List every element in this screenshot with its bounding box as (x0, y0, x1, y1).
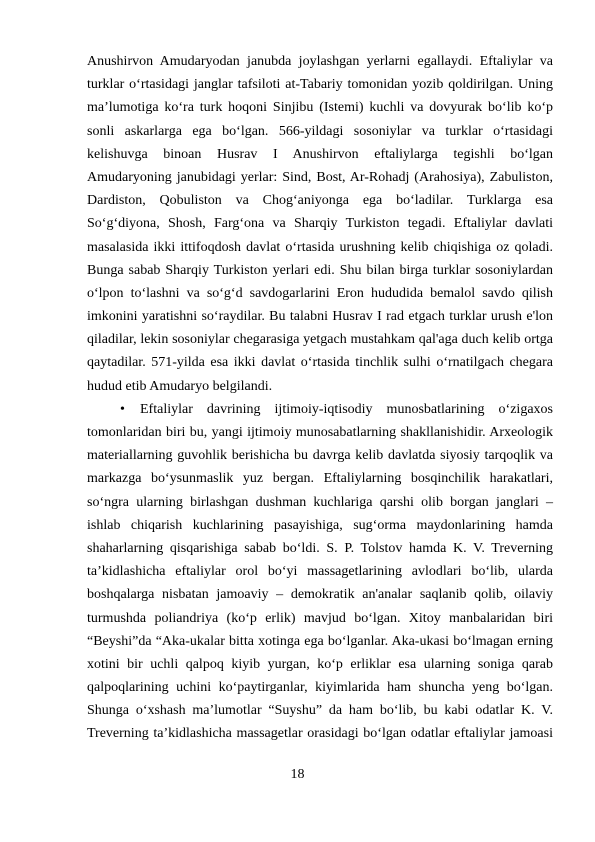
text-line: hudud etib Amudaryo belgilandi. (87, 378, 273, 394)
text-line: So‘g‘diyona, Shosh, Farg‘ona va Sharqiy Turkiston tegadi. Eftaliylar davlati (87, 216, 553, 232)
text-line: qalpoqlarining uchini ko‘paytirganlar, kiyimlarida ham shuncha yeng bo‘lgan. (87, 680, 553, 696)
bullet-line (87, 398, 553, 421)
text-line: materiallarning guvohlik berishicha bu davrga kelib davlatda siyosiy tarqoqlik va (87, 448, 553, 464)
text-line: markazga bo‘ysunmaslik yuz bergan. Eftaliylarning bosqinchilik harakatlari, (87, 471, 553, 487)
page-body (87, 50, 553, 746)
text-line: ta’kidlashicha eftaliylar orol bo‘yi massagetlarining avlodlari bo‘lib, ularda (87, 564, 553, 580)
text-line: ishlab chiqarish kuchlarining pasayishiga, sug‘orma maydonlarining hamda (87, 517, 553, 533)
text-line: so‘ngra ularning birlashgan dushman kuchlariga qarshi olib borgan janglari – (87, 494, 553, 510)
text-line: qaytadilar. 571-yilda esa ikki davlat o‘rtasida tinchlik sulhi o‘rnatilgach chegara (87, 355, 553, 371)
text-line: Amudaryoning janubidagi yerlar: Sind, Bost, Ar-Rohadj (Arahosiya), Zabuliston, (87, 169, 553, 185)
text-line: tomonlaridan biri bu, yangi ijtimoiy munosabatlarning shakllanishidir. Arxeologik (87, 425, 553, 440)
text-line: kelishuvga binoan Husrav I Anushirvon eftaliylarga tegishli bo‘lgan (87, 146, 553, 162)
text-line: Dardiston, Qobuliston va Chog‘aniyonga ega bo‘ladilar. Turklarga esa (87, 193, 553, 209)
page-number: 18 (290, 767, 305, 782)
text-line: boshqalarga nisbatan jamoaviy – demokratik an'analar saqlanib qolib, oilaviy (87, 587, 553, 603)
text-line: “Beyshi”da “Aka-ukalar bitta xotinga ega bo‘lganlar. Aka-ukasi bo‘lmagan erning (87, 633, 553, 649)
text-line: sonli askarlarga ega bo‘lgan. 566-yildagi sosoniylar va turklar o‘rtasidagi (87, 123, 553, 139)
text-line: Treverning ta’kidlashicha massagetlar orasidagi bo‘lgan odatlar eftaliylar jamoasi (87, 726, 553, 742)
text-line: imkonini yaratishni so‘raydilar. Bu talabni Husrav I rad etgach turklar urush e'lon (87, 309, 553, 325)
text-line: Shunga o‘xshash ma’lumotlar “Suyshu” da ham bo‘lib, bu kabi odatlar K. V. (87, 703, 553, 719)
text-line: qiladilar, lekin sosoniylar chegarasiga yetgach mustahkam qal'aga duch kelib ortga (87, 332, 553, 348)
paragraph-1 (87, 50, 553, 398)
text-line: Bunga sabab Sharqiy Turkiston yerlari edi. Shu bilan birga turklar sosoniylardan (87, 262, 553, 278)
paragraph-2 (87, 398, 553, 746)
text-line: masalasida ikki ittifoqdosh davlat o‘rtasida urushning kelib chiqishiga oz qoladi. (87, 239, 553, 255)
text-line: Anushirvon Amudaryodan janubda joylashgan yerlarni egallaydi. Eftaliylar va (87, 54, 553, 69)
text-line: ma’lumotiga ko‘ra turk hoqoni Sinjibu (Istemi) kuchli va dovyurak bo‘lib ko‘p (87, 100, 553, 116)
text-line: o‘lpon to‘lashni va so‘g‘d savdogarlarini Eron hududida bemalol savdo qilish (87, 285, 553, 301)
text-line: turklar o‘rtasidagi janglar tafsiloti at-Tabariy tomonidan yozib qoldirilgan. Uning (87, 77, 553, 93)
text-line: shaharlarning qisqarishiga sabab bo‘ldi. S. P. Tolstov hamda K. V. Treverning (87, 540, 553, 556)
text-line: Eftaliylar davrining ijtimoiy-iqtisodiy munosbatlarining o‘zigaxos (140, 401, 553, 417)
bullet-icon: • (120, 401, 125, 417)
text-line: xotini bir uchli qalpoq kiyib yurgan, ko‘p erliklar esa ularning soniga qarab (87, 656, 553, 672)
text-line: turmushda poliandriya (ko‘p erlik) mavjud bo‘lgan. Xitoy manbalaridan biri (87, 610, 553, 626)
